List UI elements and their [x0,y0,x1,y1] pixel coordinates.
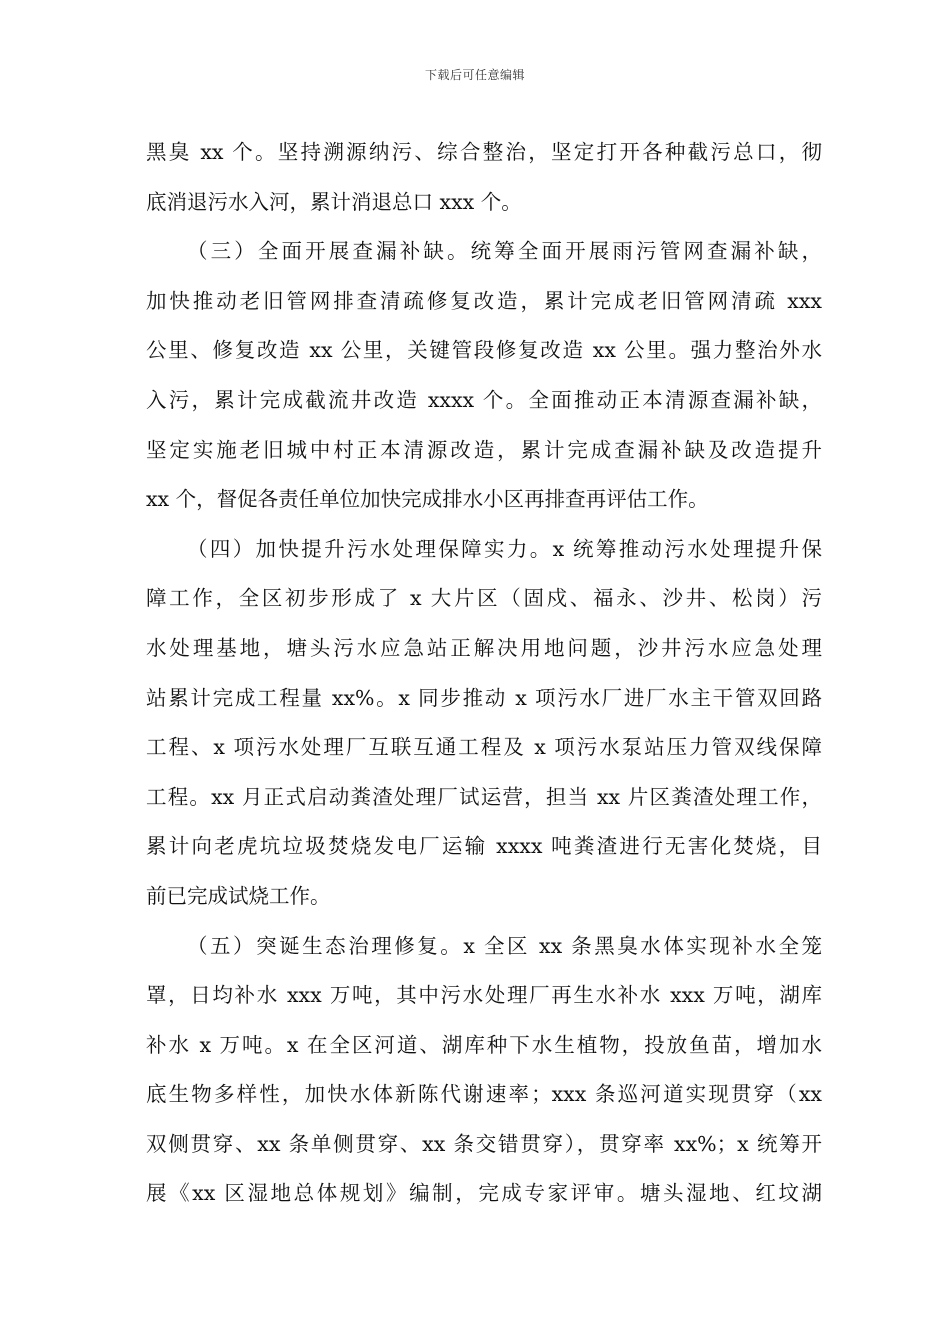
text-line: 底生物多样性，加快水体新陈代谢速率；xxx 条巡河道实现贯穿（xx [146,1082,822,1107]
text-line: 黑臭 xx 个。坚持溯源纳污、综合整治，坚定打开各种截污总口，彻 [146,140,822,164]
text-line: 工程。xx 月正式启动粪渣处理厂试运营，担当 xx 片区粪渣处理工作， [146,784,822,809]
text-line: 公里、修复改造 xx 公里，关键管段修复改造 xx 公里。强力整治外水 [146,338,822,363]
text-line: 障工作，全区初步形成了 x 大片区（固戍、福永、沙井、松岗）污 [146,586,822,611]
text-line: 工程、x 项污水处理厂互联互通工程及 x 项污水泵站压力管双线保障 [146,735,822,760]
page-header: 下载后可任意编辑 [424,68,525,82]
text-line: 加快推动老旧管网排查清疏修复改造，累计完成老旧管网清疏 xxx [146,288,822,313]
text-line: 双侧贯穿、xx 条单侧贯穿、xx 条交错贯穿），贯穿率 xx%；x 统筹开 [146,1131,822,1156]
text-line: 入污，累计完成截流井改造 xxxx 个。全面推动正本清源查漏补缺， [146,387,822,412]
text-line: 坚定实施老旧城中村正本清源改造，累计完成查漏补缺及改造提升 [146,437,822,462]
text-line: 罩，日均补水 xxx 万吨，其中污水处理厂再生水补水 xxx 万吨，湖库 [146,983,822,1008]
text-line: 前已完成试烧工作。 [146,883,331,908]
text-line: 展《xx 区湿地总体规划》编制，完成专家评审。塘头湿地、红坟湖 [146,1181,822,1206]
text-line: xx 个，督促各责任单位加快完成排水小区再排查再评估工作。 [146,487,709,512]
text-line: （五）突诞生态治理修复。x 全区 xx 条黑臭水体实现补水全笼 [187,933,822,958]
text-line: 累计向老虎坑垃圾焚烧发电厂运输 xxxx 吨粪渣进行无害化焚烧，目 [146,834,822,859]
text-line: 水处理基地，塘头污水应急站正解决用地问题，沙井污水应急处理 [146,635,822,660]
text-line: 站累计完成工程量 xx%。x 同步推动 x 项污水厂进厂水主干管双回路 [146,685,822,710]
text-line: 补水 x 万吨。x 在全区河道、湖库种下水生植物，投放鱼苗，增加水 [146,1032,822,1057]
document-body [146,128,822,1219]
text-line: （四）加快提升污水处理保障实力。x 统筹推动污水处理提升保 [187,536,822,561]
text-line: （三）全面开展查漏补缺。统筹全面开展雨污管网查漏补缺， [187,239,822,264]
text-line: 底消退污水入河，累计消退总口 xxx 个。 [146,189,522,214]
